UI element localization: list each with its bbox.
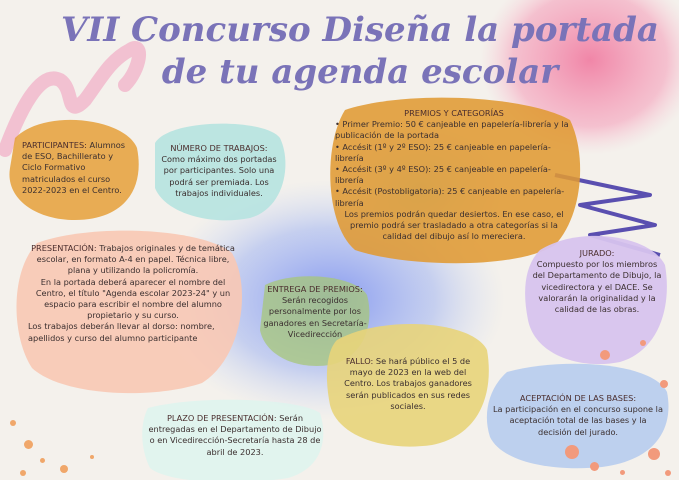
fallo-section [337, 356, 479, 412]
jurado-text: Compuesto por los miembros del Departamento de Dibujo, la vicedirectora y el DACE. Se valorarán la originalidad y la calidad de las obras. [532, 259, 662, 315]
premios-label: PREMIOS Y CATEGORÍAS [404, 108, 504, 118]
presentacion-text-3: Los trabajos deberán llevar al dorso: nombre, apellidos y curso del alumno participante [28, 321, 215, 343]
fallo-text: Se hará público el 5 de mayo de 2023 en la web del Centro. Los trabajos ganadores serán publicados en sus redes sociales. [344, 356, 472, 411]
premios-section [335, 108, 573, 242]
numero-trabajos-section [158, 143, 280, 199]
aceptacion-label: ACEPTACIÓN DE LAS BASES: [519, 393, 637, 403]
numero-trabajos-text: Como máximo dos portadas por participantes. Solo una podrá ser premiada. Los trabajos individuales. [161, 154, 277, 198]
premios-item: • Accésit (Postobligatoria): 25 € canjeable en papelería-librería [335, 186, 565, 208]
entrega-label: ENTREGA DE PREMIOS: [267, 284, 363, 294]
premios-item: • Accésit (3º y 4º ESO): 25 € canjeable en papelería-librería [335, 164, 551, 186]
entrega-text: Serán recogidos personalmente por los ganadores en Secretaría-Vicedirección [263, 295, 367, 339]
plazo-section [145, 413, 325, 458]
participantes-text: Alumnos de ESO, Bachillerato y Ciclo Formativo matriculados el curso 2022-2023 en el Centro. [22, 140, 126, 195]
presentacion-label: PRESENTACIÓN: [31, 243, 97, 253]
aceptacion-text: La participación en el concurso supone la aceptación total de las bases y la decisión del jurado. [493, 404, 663, 437]
jurado-label: JURADO: [579, 248, 615, 258]
plazo-label: PLAZO DE PRESENTACIÓN: [166, 413, 277, 423]
participantes-section [22, 140, 130, 196]
poster-title-line-1: VII Concurso Diseña la portada [61, 10, 659, 50]
premios-item: • Accésit (1º y 2º ESO): 25 € canjeable en papelería-librería [335, 141, 551, 163]
entrega-section [262, 284, 368, 340]
plazo-text: Serán entregadas en el Departamento de Dibujo o en Vicedirección-Secretaría hasta 28 de abril de 2023. [148, 413, 322, 457]
participantes-label: PARTICIPANTES: [22, 140, 87, 150]
numero-trabajos-label: NÚMERO DE TRABAJOS: [170, 143, 268, 153]
presentacion-text-1: Trabajos originales y de temática escolar, en formato A-4 en papel. Técnica libre, plana y utilizando la policromía. [36, 243, 235, 276]
aceptacion-section [492, 393, 664, 438]
presentacion-text-2: En la portada deberá aparecer el nombre del Centro, el título "Agenda escolar 2023-24" y un espacio para escribir el nombre del alumno propietario y su curso. [35, 276, 231, 321]
premios-item: • Primer Premio: 50 € canjeable en papelería-librería y la publicación de la portada [335, 119, 569, 141]
jurado-section [532, 248, 662, 315]
premios-note: Los premios podrán quedar desiertos. En ese caso, el premio podrá ser trasladado a otra categorías si la calidad del dibujo así lo mereciera. [344, 208, 564, 242]
poster-title-line-2: de tu agenda escolar [161, 52, 559, 92]
presentacion-section [28, 243, 238, 344]
fallo-label: FALLO: [345, 356, 374, 366]
